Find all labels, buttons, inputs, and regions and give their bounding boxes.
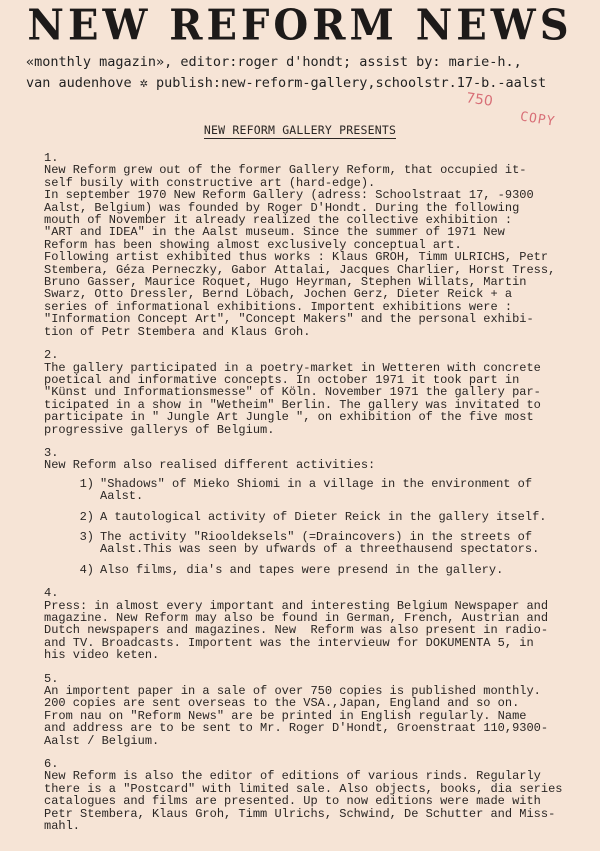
text-line: series of informational exhibitions. Importent exhibitions were : xyxy=(44,299,513,314)
item-text xyxy=(100,478,532,503)
text-line: Aalst / Belgium. xyxy=(44,733,160,748)
text-line: The activity "Riooldeksels" (=Draincovers) in the streets of xyxy=(100,529,533,544)
text-line: magazine. New Reform may also be found in German, French, Austrian and xyxy=(44,611,549,625)
text-line: tion of Petr Stembera and Klaus Groh. xyxy=(44,324,311,339)
text-line: progressive gallerys of Belgium. xyxy=(44,422,275,437)
masthead-title: NEW REFORM NEWS xyxy=(27,0,573,51)
text-line: Aalst. xyxy=(100,489,144,504)
section-number: 4. xyxy=(44,586,59,601)
text-line: Aalst.This was seen by ufwards of a threethausend spectators. xyxy=(100,542,540,557)
text-line: Reform has been showing almost exclusively conceptual art. xyxy=(44,237,462,252)
credits-block xyxy=(26,52,586,94)
text-line: In september 1970 New Reform Gallery (adress: Schoolstraat 17, -9300 xyxy=(44,188,534,203)
credits-line-2: van audenhove ✲ publish:new-reform-gallery,schoolstr.17-b.-aalst xyxy=(26,75,547,91)
stamp-number: 750 xyxy=(465,90,494,110)
section-number: 5. xyxy=(44,671,59,686)
stamp-copy: COPY xyxy=(519,109,557,130)
text-line: ticipated in a show in "Wetheim" Berlin. The gallery was invitated to xyxy=(44,397,541,412)
activity-list xyxy=(44,478,584,576)
section-number: 2. xyxy=(44,348,59,363)
text-line: "ART and IDEA" in the Aalst museum. Since the summer of 1971 New xyxy=(44,225,505,240)
section-number: 6. xyxy=(44,757,59,772)
list-item xyxy=(44,478,584,503)
text-line: there is a "Postcard" with limited sale. Also objects, books, dia series xyxy=(44,781,563,796)
text-line: and address are to be sent to Mr. Roger D'Hondt, Groenstraat 110,9300- xyxy=(44,721,549,736)
section-3 xyxy=(44,447,584,576)
item-number: 1) xyxy=(79,476,94,491)
section-number: 1. xyxy=(44,151,59,165)
text-line: A tautological activity of Dieter Reick in the gallery itself. xyxy=(100,509,547,524)
text-line: catalogues and films are presented. Up to now editions were made with xyxy=(44,794,541,809)
text-line: Also films, dia's and tapes were presend in the gallery. xyxy=(100,562,504,577)
text-line: "Künst und Informationsmesse" of Köln. November 1971 the gallery par- xyxy=(44,385,541,400)
section-heading xyxy=(0,123,600,137)
item-number: 4) xyxy=(79,562,94,577)
text-line: An importent paper in a sale of over 750 copies is published monthly. xyxy=(44,684,541,699)
text-line: self busily with constructive art (hard-edge). xyxy=(44,175,376,190)
text-line: participate in " Jungle Art Jungle ", on exhibition of the five most xyxy=(44,410,534,425)
text-line: From nau on "Reform News" are be printed in English regularly. Name xyxy=(44,708,527,723)
section-number: 3. xyxy=(44,445,59,460)
text-line: Petr Stembera, Klaus Groh, Timm Ulrichs, Schwind, De Schutter and Miss- xyxy=(44,806,556,821)
text-line: New Reform is also the editor of editions of various rinds. Regularly xyxy=(44,769,541,784)
section-5 xyxy=(44,673,584,747)
text-line: Swarz, Otto Dressler, Bernd Löbach, Jochen Gerz, Dieter Reick + a xyxy=(44,287,513,302)
text-line: "Information Concept Art", "Concept Makers" and the personal exhibi- xyxy=(44,312,534,327)
text-line: mahl. xyxy=(44,819,81,834)
section-intro: New Reform also realised different activities: xyxy=(44,458,376,473)
text-line: "Shadows" of Mieko Shiomi in a village in the environment of xyxy=(100,476,533,491)
text-line: The gallery participated in a poetry-market in Wetteren with concrete xyxy=(44,360,541,375)
text-line: poetical and informative concepts. In october 1971 it took part in xyxy=(44,372,520,387)
text-line: and TV. Broadcasts. Importent was the intervieuw for DOKUMENTA 5, in xyxy=(44,635,534,650)
document-body xyxy=(44,152,584,844)
item-text xyxy=(100,531,539,556)
credits-line-1: «monthly magazin», editor:roger d'hondt; assist by: marie-h., xyxy=(26,54,522,70)
text-line: 200 copies are sent overseas to the VSA.,Japan, England and so on. xyxy=(44,696,520,711)
heading-text: NEW REFORM GALLERY PRESENTS xyxy=(203,123,397,137)
text-line: Aalst, Belgium) was founded by Roger D'Hondt. During the following xyxy=(44,200,520,215)
text-line: mouth of November it already realized the collective exhibition : xyxy=(44,213,513,228)
list-item xyxy=(44,564,584,576)
text-line: Stembera, Géza Perneczky, Gabor Attalai, Jacques Charlier, Horst Tress, xyxy=(44,262,556,277)
section-1 xyxy=(44,152,584,338)
text-line: Following artist exhibited thus works : Klaus GROH, Timm ULRICHS, Petr xyxy=(44,250,549,265)
item-number: 3) xyxy=(79,529,94,544)
list-item xyxy=(44,531,584,556)
text-line: Press: in almost every important and interesting Belgium Newspaper and xyxy=(44,598,549,613)
text-line: Bruno Gasser, Maurice Roquet, Hugo Heyrman, Stephen Willats, Martin xyxy=(44,275,527,290)
text-line: Dutch newspapers and magazines. New Reform was also present in radio- xyxy=(44,623,549,638)
section-4 xyxy=(44,587,584,661)
list-item xyxy=(44,511,584,523)
section-6 xyxy=(44,758,584,832)
section-2 xyxy=(44,349,584,436)
item-text xyxy=(100,564,503,576)
text-line: his video keten. xyxy=(44,648,160,663)
item-text xyxy=(100,511,546,523)
item-number: 2) xyxy=(79,509,94,524)
text-line: New Reform grew out of the former Gallery Reform, that occupied it- xyxy=(44,163,527,178)
